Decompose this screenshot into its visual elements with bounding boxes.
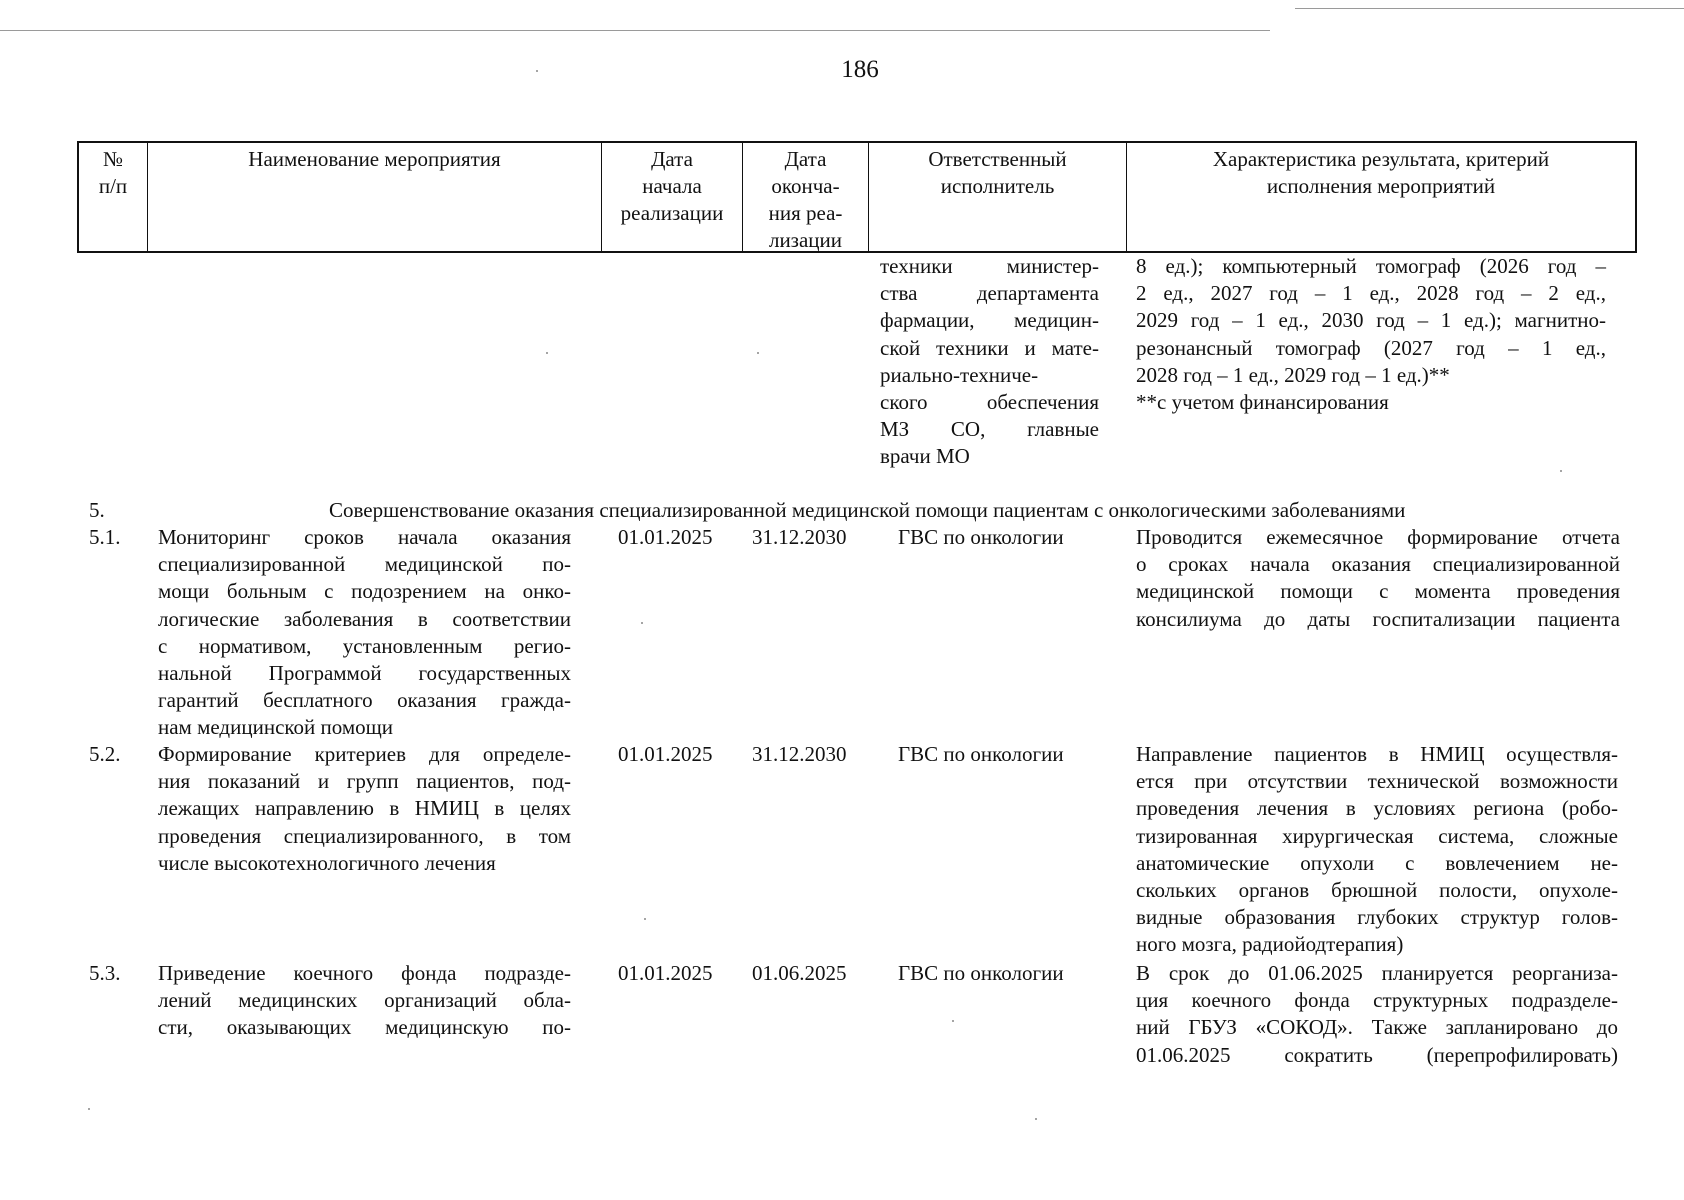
row-start-date: 01.01.2025	[618, 525, 713, 549]
scan-speck	[1560, 470, 1562, 472]
scan-speck	[952, 1020, 954, 1022]
scan-speck	[644, 918, 646, 920]
header-responsible: Ответственный исполнитель	[869, 143, 1127, 251]
scan-speck	[536, 70, 538, 72]
scan-edge-line	[0, 30, 1270, 31]
header-start-date: Дата начала реализации	[602, 143, 743, 251]
header-number: № п/п	[79, 143, 148, 251]
row-end-date: 31.12.2030	[752, 742, 847, 766]
row-name: Приведение коечного фонда подразде- лений медицинских организаций обла- сти, оказывающих медицинскую по-	[158, 961, 571, 1040]
row-result: В срок до 01.06.2025 планируется реорганиза- ция коечного фонда структурных подразделе- ний ГБУЗ «СОКОД». Также запланировано до 01.06.2025 сократить (перепрофилировать)	[1136, 961, 1618, 1067]
section-number: 5.	[89, 498, 105, 522]
scan-edge-line	[1295, 8, 1684, 9]
row-start-date: 01.01.2025	[618, 961, 713, 985]
row-responsible: ГВС по онкологии	[898, 742, 1064, 766]
row-number: 5.3.	[89, 961, 121, 985]
header-end-date: Дата оконча- ния реа- лизации	[743, 143, 869, 251]
scan-speck	[757, 352, 759, 354]
row-start-date: 01.01.2025	[618, 742, 713, 766]
scan-speck	[1035, 1118, 1037, 1120]
row-responsible: ГВС по онкологии	[898, 961, 1064, 985]
row-number: 5.2.	[89, 742, 121, 766]
scan-speck	[641, 622, 643, 624]
header-result: Характеристика результата, критерий исполнения мероприятий	[1212, 147, 1550, 198]
continuation-responsible: техники министер- ства департамента фармации, медицин- ской техники и мате- риально-техниче- ского обеспечения МЗ СО, главные врачи МО	[880, 254, 1099, 469]
table-header	[77, 141, 1637, 253]
row-name: Формирование критериев для определе- ния показаний и групп пациентов, под- лежащих направлению в НМИЦ в целях проведения специализированного, в том числе высокотехнологичного лечения	[158, 742, 571, 875]
scan-speck	[88, 1108, 90, 1110]
row-end-date: 31.12.2030	[752, 525, 847, 549]
continuation-result: 8 ед.); компьютерный томограф (2026 год – 2 ед., 2027 год – 1 ед., 2028 год – 2 ед., 2029 год – 1 ед., 2030 год – 1 ед.); магнитно- резонансный томограф (2027 год – 1 ед., 2028 год – 1 ед., 2029 год – 1 ед.)** **с учетом финансирования	[1136, 254, 1606, 415]
row-end-date: 01.06.2025	[752, 961, 847, 985]
section-title: Совершенствование оказания специализированной медицинской помощи пациентам с онкологическими заболеваниями	[329, 498, 1406, 522]
header-name: Наименование мероприятия	[148, 143, 602, 251]
row-number: 5.1.	[89, 525, 121, 549]
row-responsible: ГВС по онкологии	[898, 525, 1064, 549]
row-result: Проводится ежемесячное формирование отчета о сроках начала оказания специализированной медицинской помощи с момента проведения консилиума до даты госпитализации пациента	[1136, 525, 1620, 631]
page-number: 186	[841, 56, 879, 83]
scan-speck	[546, 352, 548, 354]
row-result: Направление пациентов в НМИЦ осуществля- ется при отсутствии технической возможности проведения лечения в условиях региона (робо- тизированная хирургическая система, сложные анатомические опухоли с вовлечением не- скольких органов брюшной полости, опухоле- видные образования глубоких структур голов- ного мозга, радиойодтерапия)	[1136, 742, 1618, 957]
row-name: Мониторинг сроков начала оказания специализированной медицинской по- мощи больным с подозрением на онко- логические заболевания в соответствии с нормативом, установленным регио- нальной Программой государственных гарантий бесплатного оказания гражда- нам медицинской помощи	[158, 525, 571, 740]
